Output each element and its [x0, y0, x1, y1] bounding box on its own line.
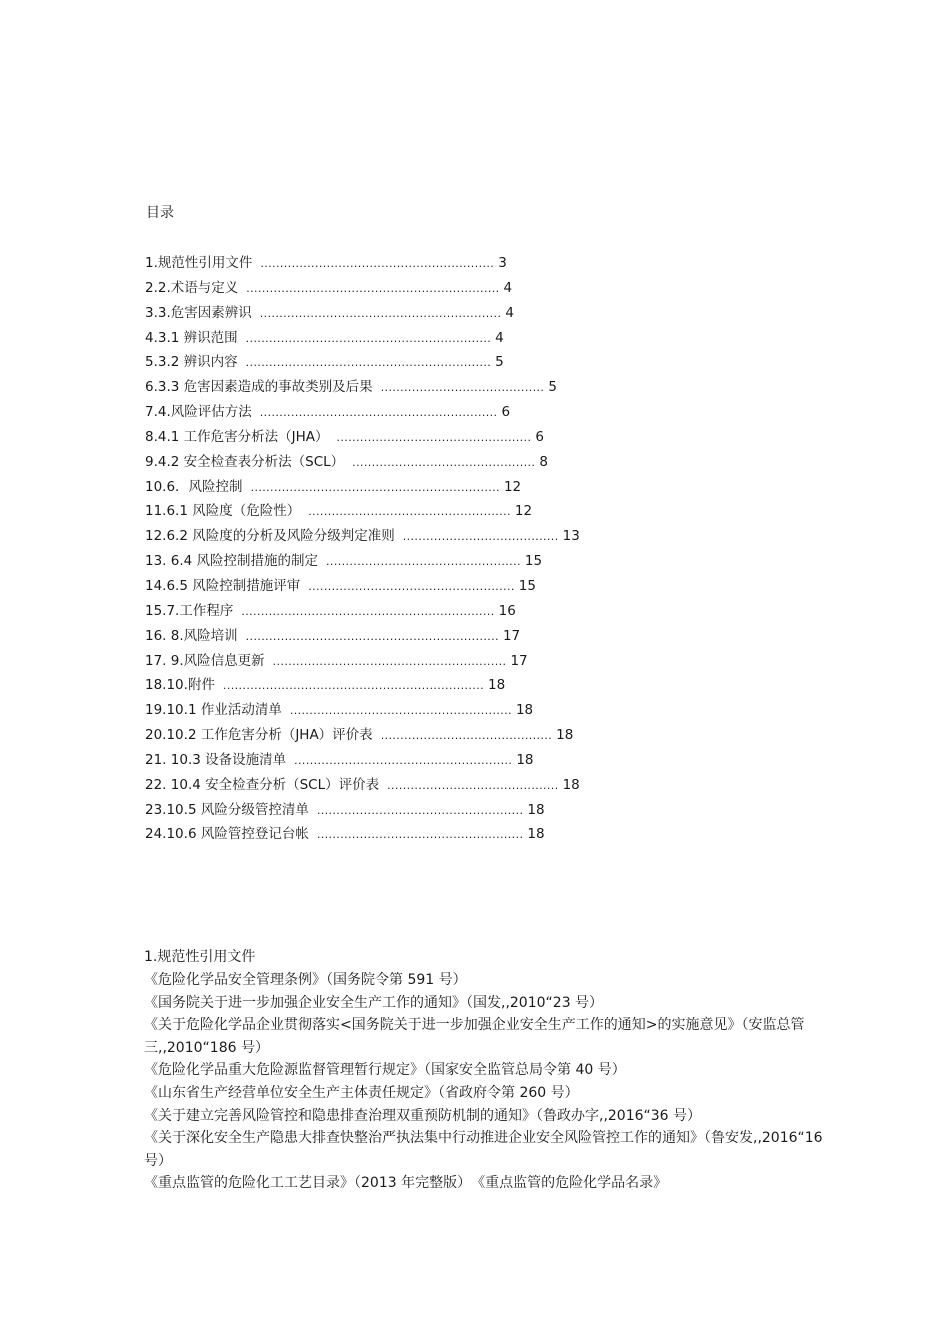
toc-entry[interactable]: [145, 278, 580, 303]
toc-entry-label: 6.3.3 危害因素造成的事故类别及后果: [145, 379, 373, 396]
toc-leader-dots: ............................................: [380, 729, 553, 743]
toc-entry-label: 7.4.风险评估方法: [145, 404, 252, 421]
toc-page-number: 4: [495, 329, 504, 346]
toc-leader-dots: .............................................................: [259, 406, 498, 420]
toc-leader-dots: ..................................................: [336, 430, 532, 444]
toc-leader-dots: ................................................................: [250, 480, 500, 494]
toc-entry[interactable]: [145, 700, 580, 725]
toc-entry-label: 15.7.工作程序: [145, 602, 234, 619]
toc-entry[interactable]: [145, 651, 580, 676]
toc-leader-dots: .................................................................: [241, 604, 495, 618]
toc-page-number: 12: [503, 478, 522, 495]
toc-page-number: 15: [524, 553, 543, 570]
reference-item: 《关于深化安全生产隐患大排查快整治严执法集中行动推进企业安全风险管控工作的通知》（鲁安发,,2016“16 号）: [144, 1130, 823, 1169]
toc-leader-dots: .....................................................: [316, 828, 524, 842]
reference-item: 《重点监管的危险化工工艺目录》（2013 年完整版） 《重点监管的危险化学品名录》: [144, 1175, 668, 1192]
reference-item: 《关于危险化学品企业贯彻落实<国务院关于进一步加强企业安全生产工作的通知>的实施意见》（安监总管三,,2010“186 号）: [144, 1017, 805, 1056]
toc-leader-dots: ...............................................: [352, 455, 536, 469]
toc-page-number: 3: [498, 255, 507, 271]
toc-page-number: 12: [514, 503, 533, 520]
toc-entry[interactable]: [145, 452, 580, 477]
toc-entry[interactable]: [145, 725, 580, 750]
toc-page-number: 8: [539, 453, 548, 470]
toc-entry[interactable]: [145, 526, 580, 551]
toc-entry-label: 14.6.5 风险控制措施评审: [145, 577, 301, 594]
toc-page-number: 6: [501, 404, 511, 421]
reference-item: 《关于建立完善风险管控和隐患排查治理双重预防机制的通知》（鲁政办字,,2016“36 号）: [144, 1107, 702, 1124]
toc-page-number: 5: [495, 354, 504, 371]
toc-page-number: 18: [516, 751, 534, 768]
toc-page-number: 5: [548, 379, 557, 396]
toc-entry[interactable]: [145, 551, 580, 576]
toc-leader-dots: ............................................................: [272, 654, 507, 668]
toc-page-number: 18: [488, 677, 506, 694]
toc-entry[interactable]: [145, 601, 580, 626]
normative-references-section: [144, 946, 824, 1195]
toc-page-number: 16: [498, 602, 516, 619]
toc-leader-dots: ........................................................: [294, 753, 513, 767]
toc-entry[interactable]: [145, 303, 580, 328]
toc-leader-dots: ..........................................: [380, 381, 545, 395]
toc-entry[interactable]: [145, 402, 580, 427]
toc-entry-label: 3.3.危害因素辨识: [145, 304, 252, 321]
toc-leader-dots: .....................................................: [308, 579, 515, 593]
toc-page-number: 18: [562, 776, 580, 793]
toc-entry[interactable]: [145, 501, 580, 526]
toc-leader-dots: ...................................................................: [222, 679, 485, 693]
toc-leader-dots: .................................................................: [245, 629, 499, 643]
toc-page-number: 4: [503, 279, 513, 296]
toc-page-number: 17: [502, 627, 521, 644]
toc-entry-label: 23.10.5 风险分级管控清单: [145, 801, 309, 818]
toc-entry[interactable]: [145, 576, 580, 601]
toc-entry-label: 10.6．风险控制: [145, 478, 243, 495]
toc-leader-dots: .................................................................: [246, 281, 500, 295]
toc-entry-label: 20.10.2 工作危害分析（JHA）评价表: [145, 727, 373, 744]
toc-leader-dots: .........................................................: [289, 704, 512, 718]
toc-leader-dots: ...............................................................: [245, 356, 492, 370]
toc-entry[interactable]: [145, 377, 580, 402]
toc-entry-label: 18.10.附件: [145, 677, 215, 694]
toc-entry-label: 8.4.1 工作危害分析法（JHA）: [145, 428, 329, 445]
toc-entry[interactable]: [145, 824, 580, 849]
reference-item: 《危险化学品安全管理条例》（国务院令第 591 号）: [144, 972, 467, 988]
toc-entry[interactable]: [145, 328, 580, 353]
toc-leader-dots: ........................................: [402, 530, 559, 544]
toc-leader-dots: ...............................................................: [245, 331, 492, 345]
toc-entry-label: 4.3.1 辨识范围: [145, 329, 238, 346]
reference-item: 《山东省生产经营单位安全生产主体责任规定》（省政府令第 260 号）: [144, 1084, 579, 1101]
section-heading: 1.规范性引用文件: [144, 949, 256, 965]
toc-page-number: 4: [505, 304, 514, 321]
toc-list: [145, 253, 580, 849]
toc-entry-label: 24.10.6 风险管控登记台帐: [145, 826, 309, 843]
toc-entry[interactable]: [145, 477, 580, 502]
toc-page-number: 18: [556, 727, 574, 744]
reference-item: 《国务院关于进一步加强企业安全生产工作的通知》（国发,,2010“23 号）: [144, 994, 604, 1011]
toc-page-number: 17: [510, 652, 528, 669]
toc-title: 目录: [146, 205, 174, 221]
toc-leader-dots: ..................................................: [326, 555, 521, 569]
reference-item: 《危险化学品重大危险源监督管理暂行规定》（国家安全监管总局令第 40 号）: [144, 1062, 626, 1079]
toc-page-number: 18: [527, 826, 545, 843]
toc-entry-label: 2.2.术语与定义: [145, 279, 239, 296]
toc-entry-label: 9.4.2 安全检查表分析法（SCL）: [145, 453, 345, 470]
toc-entry[interactable]: [145, 352, 580, 377]
toc-entry[interactable]: [145, 427, 580, 452]
toc-entry[interactable]: [145, 800, 580, 825]
toc-entry-label: 22. 10.4 安全检查分析（SCL）评价表: [145, 776, 380, 793]
toc-page-number: 15: [518, 577, 536, 594]
toc-entry-label: 21. 10.3 设备设施清单: [145, 751, 287, 768]
reference-list: [144, 969, 824, 1195]
toc-entry[interactable]: [145, 626, 580, 651]
toc-entry-label: 13. 6.4 风险控制措施的制定: [145, 553, 319, 570]
toc-page-number: 18: [527, 801, 545, 818]
toc-page-number: 18: [515, 702, 534, 719]
toc-entry-label: 5.3.2 辨识内容: [145, 354, 238, 371]
toc-entry-label: 16. 8.风险培训: [145, 627, 238, 644]
toc-entry[interactable]: [145, 253, 580, 278]
toc-entry[interactable]: [145, 775, 580, 800]
toc-leader-dots: ............................................: [387, 778, 559, 792]
toc-leader-dots: ....................................................: [308, 505, 511, 519]
toc-leader-dots: ............................................................: [260, 257, 495, 270]
toc-entry-label: 19.10.1 作业活动清单: [145, 702, 282, 719]
toc-entry[interactable]: [145, 750, 580, 775]
toc-page-number: 13: [562, 528, 580, 545]
toc-entry-label: 11.6.1 风险度（危险性）: [145, 503, 301, 520]
toc-leader-dots: .....................................................: [316, 803, 524, 817]
toc-entry-label: 12.6.2 风险度的分析及风险分级判定准则: [145, 528, 395, 545]
toc-entry[interactable]: [145, 675, 580, 700]
toc-page-number: 6: [535, 428, 544, 445]
toc-entry-label: 1.规范性引用文件: [145, 255, 253, 271]
toc-entry-label: 17. 9.风险信息更新: [145, 652, 265, 669]
toc-leader-dots: ..............................................................: [259, 306, 502, 320]
